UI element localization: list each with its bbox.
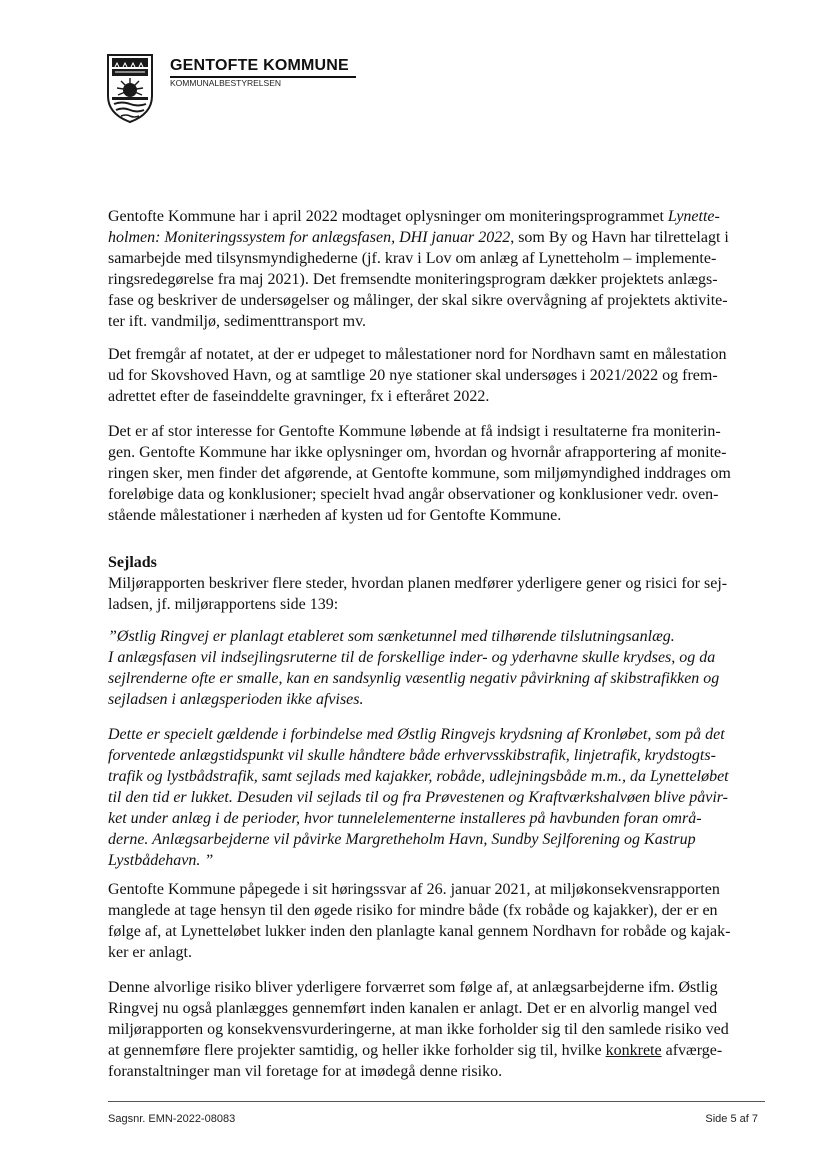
section-heading: Sejlads — [108, 554, 157, 571]
underlined-word: konkrete — [605, 1042, 662, 1059]
quote-kronloebet-crossing: Dette er specielt gældende i forbindelse med Østlig Ringvejs krydsning af Kronløbet, som på det forventede anlægstidspunkt vil skulle håndtere både erhvervsskibstrafik, linjetrafik, krydstogts- trafik og lystbådstrafik, samt sejlads med kajakker, robåde, udlejningsbåde m.m., da Lynetteløbet til den tid er lukket. Desuden vil sejlads til og fra Prøvestenen og Kraftværkshalvøen blive påvir- ket under anlæg i de perioder, hvor tunnelelementerne installeres på havbunden foran områ- derne. Anlægsarbejderne vil påvirke Margretheholm Havn, Sundby Sejlforening og Kastrup Lystbådehavn. ” — [108, 726, 729, 869]
quote-eastern-ring-road: ”Østlig Ringvej er planlagt etableret som sænketunnel med tilhørende tilslutningsanlæg. I anlægsfasen vil indsejlingsruterne til de forskellige inder- og yderhavne skulle krydses, og da sejlrenderne ofte er smalle, kan en sandsynlig væsentlig negativ påvirkning af skibstrafikken og sejladsen i anlægsperioden ikke afvises. — [108, 628, 720, 708]
page-number: Side 5 af 7 — [705, 1113, 758, 1125]
section-sailing: Sejlads Miljørapporten beskriver flere steder, hvordan planen medfører yderligere gener og risici for sej- ladsen, jf. miljørapportens side 139: — [108, 552, 765, 615]
organization-subtitle: KOMMUNALBESTYRELSEN — [170, 78, 281, 88]
paragraph-measuring-stations: Det fremgår af notatet, at der er udpeget to målestationer nord for Nordhavn samt en målestation ud for Skovshoved Havn, og at samtlige 20 nye stationer skal undersøges i 2021/2022 og frem- adrettet efter de faseinddelte gravninger, fx i efteråret 2022. — [108, 346, 727, 405]
paragraph-monitoring-program: Gentofte Kommune har i april 2022 modtaget oplysninger om moniteringsprogrammet Lynette- holmen: Moniteringssystem for anlægsfasen, DHI januar 2022, som By og Havn har tilrettelagt i samarbejde med tilsynsmyndighederne (jf. krav i Lov om anlæg af Lynetteholm – implemente- ringsredegørelse fra maj 2021). Det fremsendte moniteringsprogram dækker projektets anlægs- fase og beskriver de undersøgelser og målinger, der skal sikre overvågning af projektets aktivite- ter ift. vandmiljø, sedimenttransport mv. — [108, 208, 729, 330]
paragraph-serious-risk: Denne alvorlige risiko bliver yderligere forværret som følge af, at anlægsarbejderne ifm. Østlig Ringvej nu også planlægges gennemført inden kanalen er anlagt. Det er en alvorlig mangel ved miljørapporten og konsekvensvurderingerne, at man ikke forholder sig til den samlede risiko ved at gennemføre flere projekter samtidig, og heller ikke forholder sig til, hvilke konkrete afværge- foranstaltninger man vil foretage for at imødegå denne risiko. — [108, 979, 729, 1080]
case-number: Sagsnr. EMN-2022-08083 — [108, 1113, 236, 1125]
coat-of-arms-logo — [106, 52, 154, 124]
organization-name: GENTOFTE KOMMUNE — [170, 57, 349, 74]
footer-divider — [108, 1101, 765, 1102]
paragraph-consultation-response: Gentofte Kommune påpegede i sit høringssvar af 26. januar 2021, at miljøkonsekvensrapporten manglede at tage hensyn til den øgede risiko for mindre både (fx robåde og kajakker), der er en følge af, at Lynetteløbet lukker inden den planlagte kanal gennem Nordhavn for robåde og kajak- ker er anlagt. — [108, 881, 731, 961]
paragraph-reporting-interest: Det er af stor interesse for Gentofte Kommune løbende at få indsigt i resultaterne fra moniterin- gen. Gentofte Kommune har ikke oplysninger om, hvordan og hvornår afrapportering af monite- ringen sker, men finder det afgørende, at Gentofte kommune, som miljømyndighed inddrages om foreløbige data og konklusioner; specielt hvad angår observationer og konklusioner vedr. oven- stående målestationer i nærheden af kysten ud for Gentofte Kommune. — [108, 423, 731, 524]
